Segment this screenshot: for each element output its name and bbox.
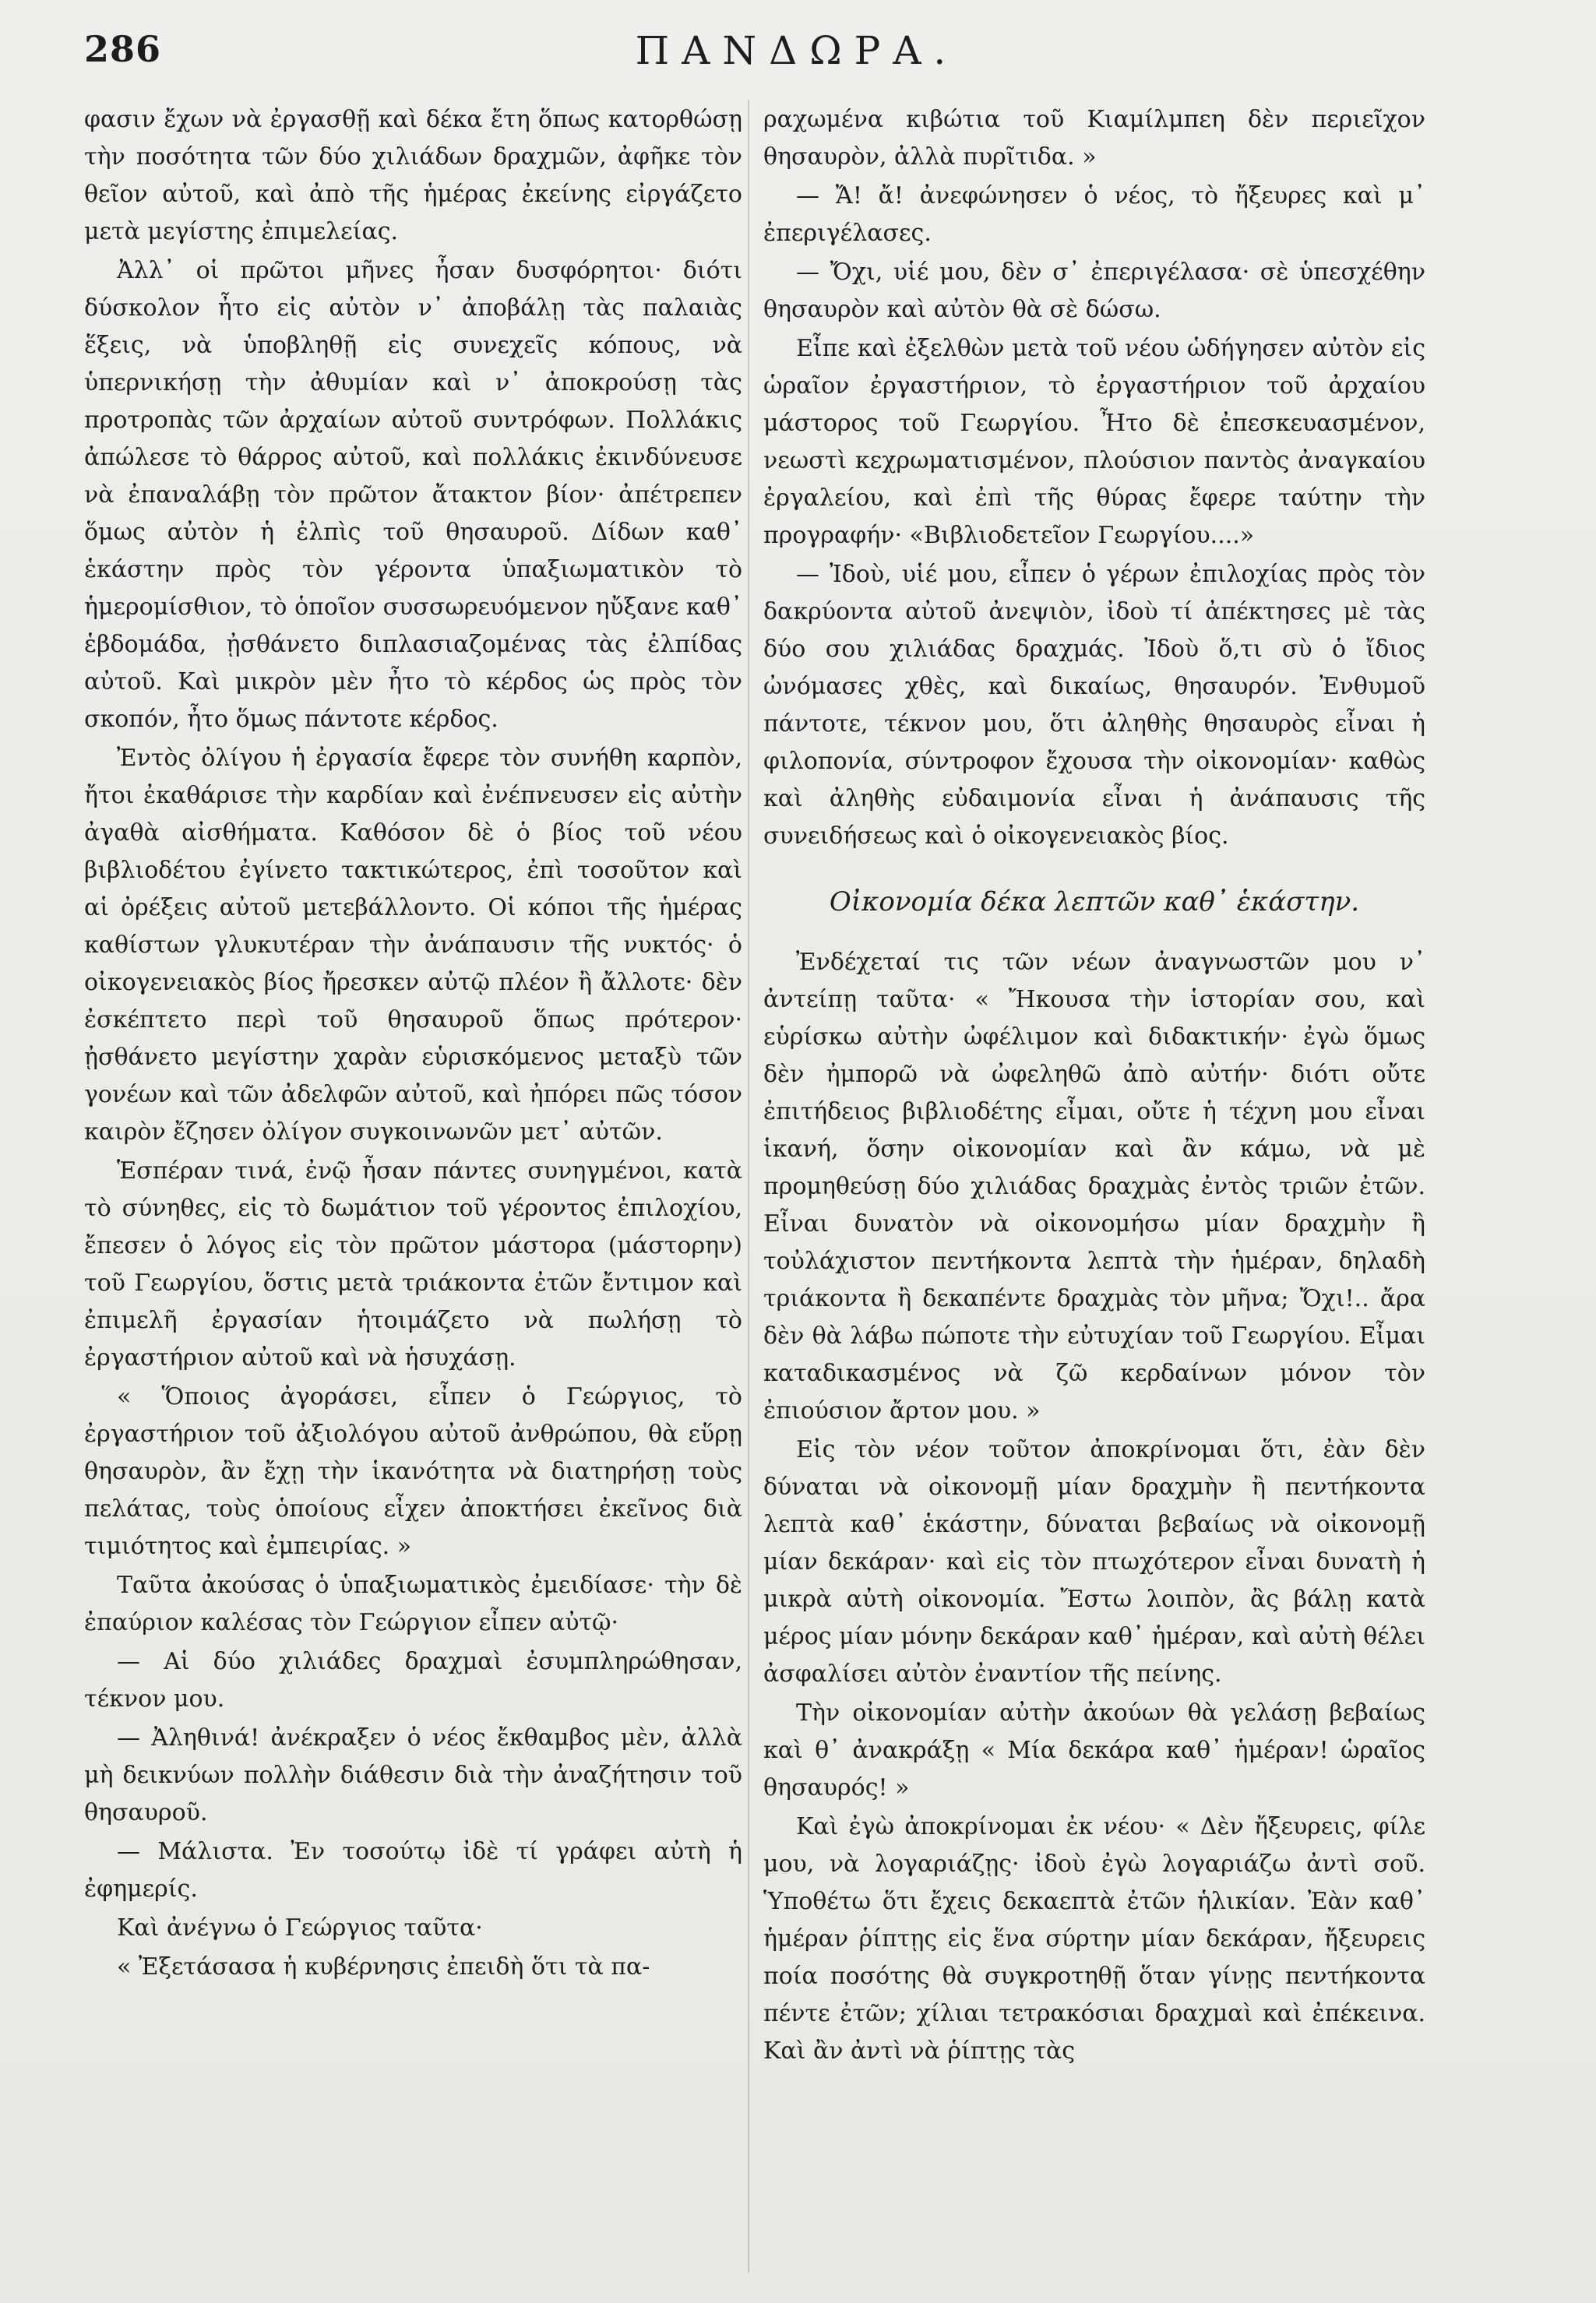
section-heading: Οἰκονομία δέκα λεπτῶν καθ᾽ ἑκάστην. [829,886,1360,917]
right-column [763,101,1425,2270]
left-paragraph-10: Καὶ ἀνέγνω ὁ Γεώργιος ταῦτα· [117,1914,483,1942]
left-paragraph-11: « Ἐξετάσασα ἡ κυβέρνησις ἐπειδὴ ὅτι τὰ πα- [117,1953,650,1981]
running-title: ΠΑΝΔΩΡΑ. [635,28,959,73]
right-paragraph-3: — Ὄχι, υἱέ μου, δὲν σ᾽ ἐπεριγέλασα· σὲ ὑπεσχέθην θησαυρὸν καὶ αὐτὸν θὰ σὲ δώσω. [763,259,1425,323]
right-paragraph-4: Εἶπε καὶ ἐξελθὼν μετὰ τοῦ νέου ὡδήγησεν αὐτὸν εἰς ὡραῖον ἐργαστήριον, τὸ ἐργαστήριον τοῦ ἀρχαίου μάστορος τοῦ Γεωργίου. Ἦτο δὲ ἐπεσκευασμένον, νεωστὶ κεχρωματισμένον, πλούσιον παντὸς ἀναγκαίου ἐργαλείου, καὶ ἐπὶ τῆς θύρας ἔφερε ταύτην τὴν προγραφήν· «Βιβλιοδετεῖον Γεωργίου....» [763,335,1425,549]
left-paragraph-2: Ἀλλ᾽ οἱ πρῶτοι μῆνες ἦσαν δυσφόρητοι· διότι δύσκολον ἦτο εἰς αὐτὸν ν᾽ ἀποβάλῃ τὰς παλαιὰς ἕξεις, νὰ ὑποβληθῇ εἰς συνεχεῖς κόπους, νὰ ὑπερνικήσῃ τὴν ἀθυμίαν καὶ ν᾽ ἀποκρούσῃ τὰς προτροπὰς τῶν ἀρχαίων αὐτοῦ συντρόφων. Πολλάκις ἀπώλεσε τὸ θάρρος αὐτοῦ, καὶ πολλάκις ἐκινδύνευσε νὰ ἐπαναλάβῃ τὸν πρῶτον ἄτακτον βίον· ἀπέτρεπεν ὅμως αὐτὸν ἡ ἐλπὶς τοῦ θησαυροῦ. Δίδων καθ᾽ ἑκάστην πρὸς τὸν γέροντα ὑπαξιωματικὸν τὸ ἡμερομίσθιον, τὸ ὁποῖον συσσωρευόμενον ηὔξανε καθ᾽ ἑβδομάδα, ᾐσθάνετο διπλασιαζομένας τὰς ἐλπίδας αὐτοῦ. Καὶ μικρὸν μὲν ἦτο τὸ κέρδος ὡς πρὸς τὸν σκοπόν, ἦτο ὅμως πάντοτε κέρδος. [84,257,742,733]
right-paragraph-2: — Ἄ! ἄ! ἀνεφώνησεν ὁ νέος, τὸ ἤξευρες καὶ μ᾽ ἐπεριγέλασες. [763,182,1425,247]
right-paragraph-6: Ἐνδέχεταί τις τῶν νέων ἀναγνωστῶν μου ν᾽ ἀντείπῃ ταῦτα· « Ἤκουσα τὴν ἱστορίαν σου, καὶ εὑρίσκω αὐτὴν ὠφέλιμον καὶ διδακτικήν· ἐγὼ ὅμως δὲν ἠμπορῶ νὰ ὠφεληθῶ ἀπὸ αὐτήν· διότι οὔτε ἐπιτήδειος βιβλιοδέτης εἶμαι, οὔτε ἡ τέχνη μου εἶναι ἱκανή, ὅσην οἰκονομίαν καὶ ἂν κάμω, νὰ μὲ προμηθεύσῃ δύο χιλιάδας δραχμὰς ἐντὸς τριῶν ἐτῶν. Εἶναι δυνατὸν νὰ οἰκονομήσω μίαν δραχμὴν ἢ τοὐλάχιστον πεντήκοντα λεπτὰ τὴν ἡμέραν, δηλαδὴ τριάκοντα ἢ δεκαπέντε δραχμὰς τὸν μῆνα; Ὄχι!.. ἄρα δὲν θὰ λάβω πώποτε τὴν εὐτυχίαν τοῦ Γεωργίου. Εἶμαι καταδικασμένος νὰ ζῶ κερδαίνων μόνον τὸν ἐπιούσιον ἄρτον μου. » [763,949,1425,1424]
column-divider [748,100,749,2273]
left-paragraph-4: Ἑσπέραν τινά, ἐνῷ ἦσαν πάντες συνηγμένοι, κατὰ τὸ σύνηθες, εἰς τὸ δωμάτιον τοῦ γέροντος ἐπιλοχίου, ἔπεσεν ὁ λόγος εἰς τὸν πρῶτον μάστορα (μάστορην) τοῦ Γεωργίου, ὅστις μετὰ τριάκοντα ἐτῶν ἔντιμον καὶ ἐπιμελῆ ἐργασίαν ἡτοιμάζετο νὰ πωλήσῃ τὸ ἐργαστήριον αὐτοῦ καὶ νὰ ἡσυχάσῃ. [84,1157,742,1372]
right-paragraph-9: Καὶ ἐγὼ ἀποκρίνομαι ἐκ νέου· « Δὲν ἤξευρεις, φίλε μου, νὰ λογαριάζῃς· ἰδοὺ ἐγὼ λογαριάζω ἀντὶ σοῦ. Ὑποθέτω ὅτι ἔχεις δεκαεπτὰ ἐτῶν ἡλικίαν. Ἐὰν καθ᾽ ἡμέραν ῥίπτῃς εἰς ἕνα σύρτην μίαν δεκάραν, ἤξευρεις ποία ποσότης θὰ συγκροτηθῇ ὅταν γίνῃς πεντήκοντα πέντε ἐτῶν; χίλιαι τετρακόσιαι δραχμαὶ καὶ ἐπέκεινα. Καὶ ἂν ἀντὶ νὰ ῥίπτῃς τὰς [763,1813,1425,2065]
right-paragraph-1: ραχωμένα κιβώτια τοῦ Κιαμίλμπεη δὲν περιεῖχον θησαυρὸν, ἀλλὰ πυρῖτιδα. » [763,106,1425,171]
left-paragraph-8: — Ἀληθινά! ἀνέκραξεν ὁ νέος ἔκθαμβος μὲν, ἀλλὰ μὴ δεικνύων πολλὴν διάθεσιν διὰ τὴν ἀναζήτησιν τοῦ θησαυροῦ. [84,1724,742,1826]
left-paragraph-1: φασιν ἔχων νὰ ἐργασθῇ καὶ δέκα ἔτη ὅπως κατορθώσῃ τὴν ποσότητα τῶν δύο χιλιάδων δραχμῶν, ἀφῆκε τὸν θεῖον αὐτοῦ, καὶ ἀπὸ τῆς ἡμέρας ἐκείνης εἰργάζετο μετὰ μεγίστης ἐπιμελείας. [84,106,742,245]
right-paragraph-5: — Ἰδοὺ, υἱέ μου, εἶπεν ὁ γέρων ἐπιλοχίας πρὸς τὸν δακρύοντα αὐτοῦ ἀνεψιὸν, ἰδοὺ τί ἀπέκτησες μὲ τὰς δύο σου χιλιάδας δραχμάς. Ἰδοὺ ὅ,τι σὺ ὁ ἴδιος ὠνόμασες χθὲς, καὶ δικαίως, θησαυρόν. Ἐνθυμοῦ πάντοτε, τέκνον μου, ὅτι ἀληθὴς θησαυρὸς εἶναι ἡ φιλοπονία, σύντροφον ἔχουσα τὴν οἰκονομίαν· καθὼς καὶ ἀληθὴς εὐδαιμονία εἶναι ἡ ἀνάπαυσις τῆς συνειδήσεως καὶ ὁ οἰκογενειακὸς βίος. [763,561,1425,850]
page-number: 286 [84,28,162,70]
left-paragraph-3: Ἐντὸς ὀλίγου ἡ ἐργασία ἔφερε τὸν συνήθη καρπὸν, ἤτοι ἐκαθάρισε τὴν καρδίαν καὶ ἐνέπνευσεν εἰς αὐτὴν ἀγαθὰ αἰσθήματα. Καθόσον δὲ ὁ βίος τοῦ νέου βιβλιοδέτου ἐγίνετο τακτικώτερος, ἐπὶ τοσοῦτον καὶ αἱ ὀρέξεις αὐτοῦ μετεβάλλοντο. Οἱ κόποι τῆς ἡμέρας καθίστων γλυκυτέραν τὴν ἀνάπαυσιν τῆς νυκτός· ὁ οἰκογενειακὸς βίος ἤρεσκεν αὐτῷ πλέον ἢ ἄλλοτε· δὲν ἐσκέπτετο περὶ τοῦ θησαυροῦ ὅπως πρότερον· ᾐσθάνετο μεγίστην χαρὰν εὑρισκόμενος μεταξὺ τῶν γονέων καὶ τῶν ἀδελφῶν αὐτοῦ, καὶ ἠπόρει πῶς τόσον καιρὸν ἔζησεν ὀλίγον συγκοινωνῶν μετ᾽ αὐτῶν. [84,745,742,1146]
left-column [84,101,742,2270]
left-paragraph-7: — Αἱ δύο χιλιάδες δραχμαὶ ἐσυμπληρώθησαν, τέκνον μου. [84,1648,742,1713]
page-header [84,28,1510,98]
left-paragraph-9: — Μάλιστα. Ἐν τοσούτῳ ἰδὲ τί γράφει αὐτὴ ἡ ἐφημερίς. [84,1838,742,1903]
left-paragraph-5: « Ὅποιος ἀγοράσει, εἶπεν ὁ Γεώργιος, τὸ ἐργαστήριον τοῦ ἀξιολόγου αὐτοῦ ἀνθρώπου, θὰ εὕρῃ θησαυρὸν, ἂν ἔχῃ τὴν ἱκανότητα νὰ διατηρήσῃ τοὺς πελάτας, τοὺς ὁποίους εἶχεν ἀποκτήσει ἐκεῖνος διὰ τιμιότητος καὶ ἐμπειρίας. » [84,1383,742,1560]
right-paragraph-7: Εἰς τὸν νέον τοῦτον ἀποκρίνομαι ὅτι, ἐὰν δὲν δύναται νὰ οἰκονομῇ μίαν δραχμὴν ἢ πεντήκοντα λεπτὰ καθ᾽ ἑκάστην, δύναται βεβαίως νὰ οἰκονομῇ μίαν δεκάραν· καὶ εἰς τὸν πτωχότερον εἶναι δυνατὴ ἡ μικρὰ αὐτὴ οἰκονομία. Ἔστω λοιπὸν, ἂς βάλῃ κατὰ μέρος μίαν μόνην δεκάραν καθ᾽ ἡμέραν, καὶ αὐτὴ θέλει ἀσφαλίσει αὐτὸν ἐναντίον τῆς πείνης. [763,1436,1425,1688]
right-paragraph-8: Τὴν οἰκονομίαν αὐτὴν ἀκούων θὰ γελάσῃ βεβαίως καὶ θ᾽ ἀνακράξῃ « Μία δεκάρα καθ᾽ ἡμέραν! ὡραῖος θησαυρός! » [763,1699,1425,1801]
left-paragraph-6: Ταῦτα ἀκούσας ὁ ὑπαξιωματικὸς ἐμειδίασε· τὴν δὲ ἐπαύριον καλέσας τὸν Γεώργιον εἶπεν αὐτῷ· [84,1572,742,1636]
